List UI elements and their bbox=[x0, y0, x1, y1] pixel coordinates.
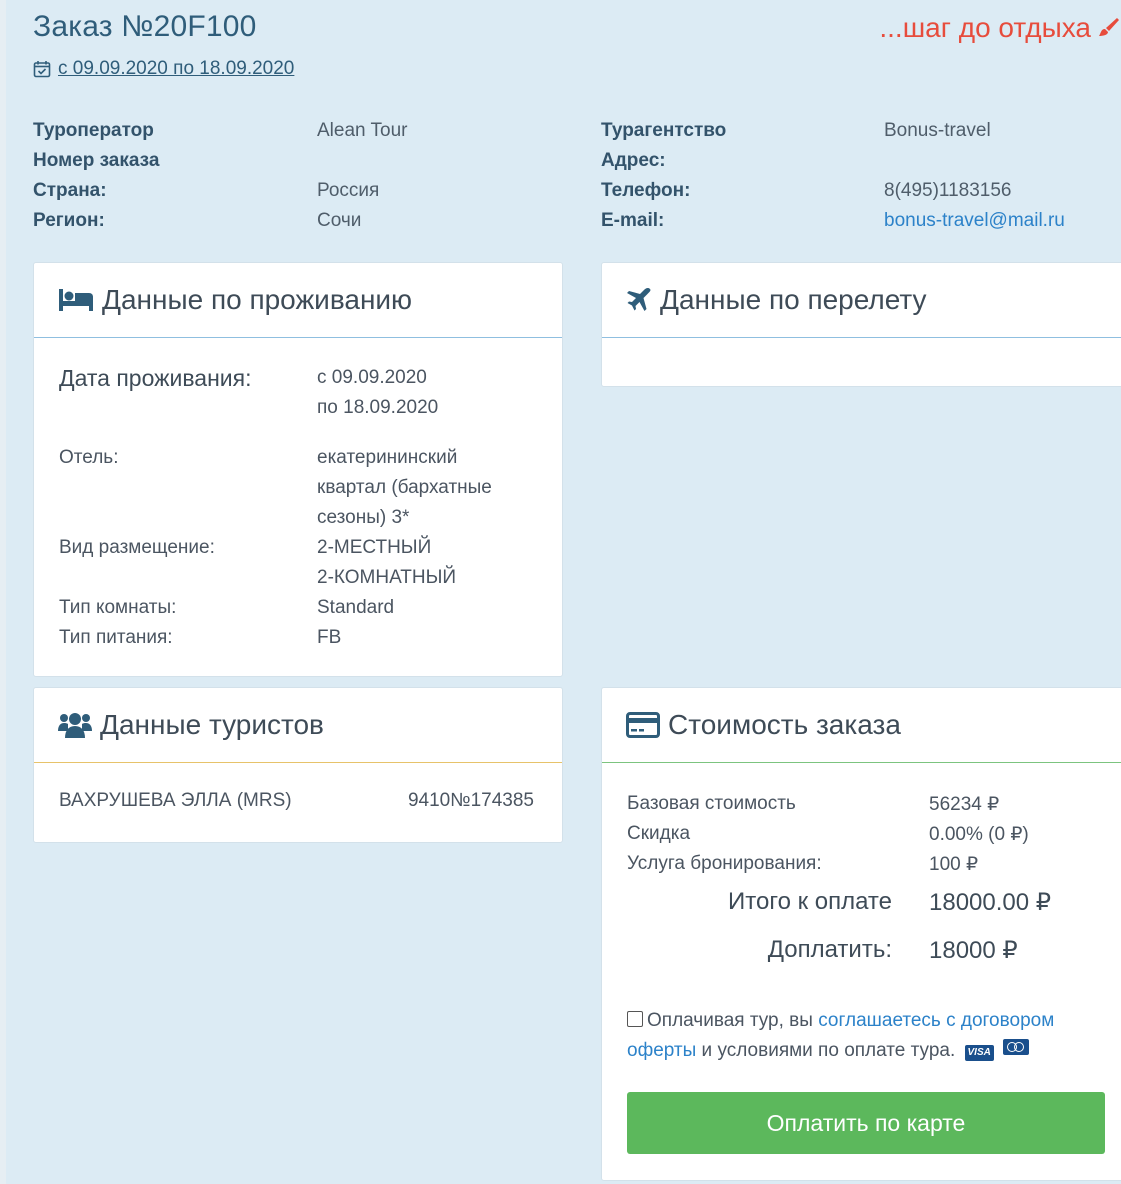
airplane-icon bbox=[626, 287, 652, 313]
meal-type-value: FB bbox=[317, 627, 342, 648]
brush-icon bbox=[1097, 16, 1121, 40]
stay-date-to: по 18.09.2020 bbox=[317, 397, 439, 418]
header-divider bbox=[602, 762, 1121, 763]
hotel-value-line2: квартал (бархатные bbox=[317, 477, 492, 498]
email-link[interactable]: bonus-travel@mail.ru bbox=[884, 210, 1065, 231]
visa-logo: VISA bbox=[965, 1045, 994, 1061]
surcharge-value: 18000 ₽ bbox=[929, 937, 1018, 964]
cost-card bbox=[601, 687, 1121, 1181]
tourist-name: ВАХРУШЕВА ЭЛЛА (MRS) bbox=[59, 790, 292, 811]
info-value: Bonus-travel bbox=[884, 120, 991, 141]
total-label: Итого к оплате bbox=[728, 888, 892, 915]
info-grid-right bbox=[601, 116, 1121, 236]
info-row-address bbox=[601, 146, 1121, 176]
room-type-label: Тип комнаты: bbox=[59, 597, 177, 618]
info-row-agency bbox=[601, 116, 1121, 146]
header-divider bbox=[602, 337, 1121, 338]
slogan-text: ...шаг до отдыха bbox=[879, 12, 1091, 43]
calendar-check-icon bbox=[33, 60, 51, 78]
terms-block bbox=[627, 1006, 1107, 1066]
booking-fee-value: 100 ₽ bbox=[929, 854, 979, 875]
info-label: Туроператор bbox=[33, 120, 154, 141]
tourists-card bbox=[33, 687, 563, 843]
base-cost-value: 56234 ₽ bbox=[929, 794, 1000, 815]
info-value: Россия bbox=[317, 180, 380, 201]
stay-date-label: Дата проживания: bbox=[59, 365, 252, 391]
info-row-email bbox=[601, 206, 1121, 236]
tourists-header bbox=[34, 688, 562, 762]
offer-link[interactable]: оферты bbox=[627, 1040, 697, 1061]
info-row-country bbox=[33, 176, 553, 206]
users-icon bbox=[58, 711, 92, 739]
info-label: Адрес: bbox=[601, 150, 666, 171]
hotel-value-line1: екатерининский bbox=[317, 447, 458, 468]
mastercard-logo bbox=[1003, 1039, 1029, 1055]
accommodation-header bbox=[34, 263, 562, 337]
info-label: Страна: bbox=[33, 180, 107, 201]
terms-checkbox[interactable] bbox=[627, 1011, 643, 1027]
accommodation-title: Данные по проживанию bbox=[102, 284, 413, 315]
left-edge-strip bbox=[0, 0, 6, 1184]
discount-label: Скидка bbox=[627, 823, 691, 844]
terms-text-start: Оплачивая тур, вы bbox=[647, 1010, 819, 1031]
discount-value: 0.00% (0 ₽) bbox=[929, 824, 1029, 845]
room-type-value: Standard bbox=[317, 597, 395, 618]
base-cost-label: Базовая стоимость bbox=[627, 793, 796, 814]
info-label: E-mail: bbox=[601, 210, 665, 231]
hotel-label: Отель: bbox=[59, 447, 119, 468]
placement-label: Вид размещение: bbox=[59, 537, 215, 558]
header-divider bbox=[34, 762, 562, 763]
slogan bbox=[879, 12, 1121, 44]
booking-fee-label: Услуга бронирования: bbox=[627, 853, 822, 874]
info-label: Турагентство bbox=[601, 120, 727, 141]
info-row-touroperator bbox=[33, 116, 553, 146]
meal-type-label: Тип питания: bbox=[59, 627, 173, 648]
order-dates-text[interactable]: с 09.09.2020 по 18.09.2020 bbox=[58, 58, 295, 79]
order-title: Заказ №20F100 bbox=[33, 10, 257, 43]
header-divider bbox=[34, 337, 562, 338]
info-grid-left bbox=[33, 116, 553, 236]
pay-by-card-button[interactable]: Оплатить по карте bbox=[627, 1092, 1105, 1154]
credit-card-icon bbox=[626, 712, 660, 738]
tourists-title: Данные туристов bbox=[100, 709, 324, 740]
info-value: Сочи bbox=[317, 210, 362, 231]
placement-value-line1: 2-МЕСТНЫЙ bbox=[317, 537, 432, 558]
info-label: Номер заказа bbox=[33, 150, 160, 171]
stay-date-from: с 09.09.2020 bbox=[317, 367, 427, 388]
surcharge-label: Доплатить: bbox=[767, 936, 892, 963]
terms-text-end: и условиями по оплате тура. bbox=[696, 1040, 956, 1061]
info-label: Телефон: bbox=[601, 180, 691, 201]
total-value: 18000.00 ₽ bbox=[929, 889, 1052, 916]
placement-value-line2: 2-КОМНАТНЫЙ bbox=[317, 567, 457, 588]
bed-icon bbox=[58, 287, 94, 313]
tourist-document: 9410№174385 bbox=[407, 790, 534, 811]
flight-card bbox=[601, 262, 1121, 387]
flight-header bbox=[602, 263, 1121, 337]
info-row-order-number bbox=[33, 146, 553, 176]
order-dates-link[interactable] bbox=[33, 58, 294, 80]
cost-header bbox=[602, 688, 1121, 762]
info-value: Alean Tour bbox=[317, 120, 408, 141]
info-row-phone bbox=[601, 176, 1121, 206]
accommodation-card bbox=[33, 262, 563, 677]
info-label: Регион: bbox=[33, 210, 105, 231]
flight-title: Данные по перелету bbox=[660, 284, 927, 315]
info-row-region bbox=[33, 206, 553, 236]
offer-agreement-link[interactable]: соглашаетесь с договором bbox=[818, 1010, 1055, 1031]
cost-title: Стоимость заказа bbox=[668, 709, 901, 740]
info-value: 8(495)1183156 bbox=[884, 180, 1012, 201]
tourist-row bbox=[59, 790, 534, 812]
hotel-value-line3: сезоны) 3* bbox=[317, 507, 410, 528]
